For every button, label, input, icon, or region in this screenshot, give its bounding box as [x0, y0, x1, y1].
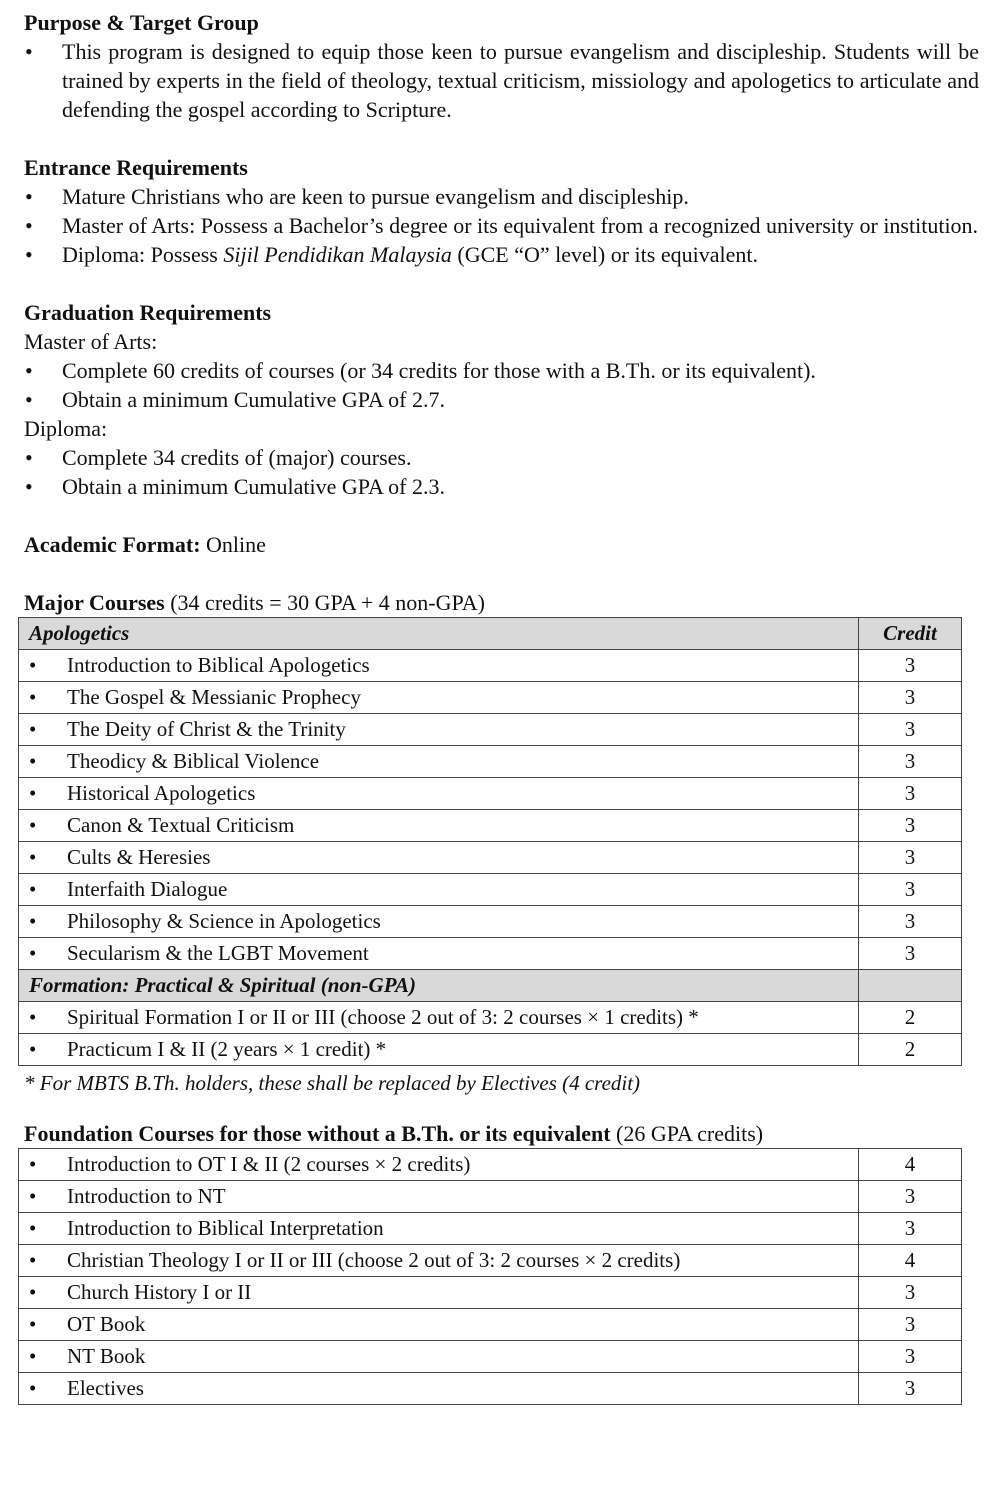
- course-credit: 3: [859, 1277, 962, 1309]
- graduation-text: Obtain a minimum Cumulative GPA of 2.3.: [62, 474, 445, 499]
- list-item: [24, 472, 979, 501]
- table-row: [19, 1341, 962, 1373]
- major-subtitle: (34 credits = 30 GPA + 4 non-GPA): [164, 590, 485, 615]
- list-item: [24, 443, 979, 472]
- course-credit: 3: [859, 1373, 962, 1405]
- bullet-icon: •: [25, 39, 33, 64]
- table-row: [19, 682, 962, 714]
- foundation-courses-title: [24, 1119, 979, 1148]
- table-row: [19, 714, 962, 746]
- course-name: [19, 1373, 859, 1405]
- major-courses-title: [24, 588, 979, 617]
- course-name: [19, 746, 859, 778]
- bullet-icon: •: [29, 749, 37, 773]
- course-name-text: Introduction to NT: [67, 1184, 226, 1208]
- footnote: * For MBTS B.Th. holders, these shall be replaced by Electives (4 credit): [24, 1071, 641, 1095]
- foundation-subtitle: (26 GPA credits): [610, 1121, 764, 1146]
- course-name: [19, 714, 859, 746]
- spm-italic: Sijil Pendidikan Malaysia: [223, 242, 452, 267]
- course-credit: 3: [859, 1181, 962, 1213]
- course-credit: 3: [859, 714, 962, 746]
- bullet-icon: •: [25, 213, 33, 238]
- bullet-icon: •: [29, 1376, 37, 1400]
- course-credit: 3: [859, 842, 962, 874]
- major-title: Major Courses: [24, 590, 165, 615]
- bullet-icon: •: [25, 445, 33, 470]
- course-credit: 3: [859, 746, 962, 778]
- formation-header-row: [19, 970, 962, 1002]
- course-credit: 4: [859, 1149, 962, 1181]
- list-item: [24, 356, 979, 385]
- course-name: [19, 938, 859, 970]
- table-header-row: [19, 618, 962, 650]
- credit-header: Credit: [859, 618, 962, 650]
- graduation-text: Complete 60 credits of courses (or 34 credits for those with a B.Th. or its equivalent).: [62, 358, 816, 383]
- entrance-heading: Entrance Requirements: [24, 155, 248, 180]
- course-credit: 3: [859, 874, 962, 906]
- purpose-text: This program is designed to equip those keen to pursue evangelism and discipleship. Students will be trained by experts in the field of theology, textual criticism, missiology and apologetics to articulate and defending the gospel according to Scripture.: [62, 39, 979, 122]
- table-row: [19, 1002, 962, 1034]
- graduation-text: Obtain a minimum Cumulative GPA of 2.7.: [62, 387, 445, 412]
- formation-header-credit: [859, 970, 962, 1002]
- course-name-text: Cults & Heresies: [67, 845, 211, 869]
- course-name-text: Philosophy & Science in Apologetics: [67, 909, 381, 933]
- bullet-icon: •: [29, 877, 37, 901]
- format-value: Online: [200, 532, 266, 557]
- course-name: [19, 682, 859, 714]
- course-name-text: Theodicy & Biblical Violence: [67, 749, 320, 773]
- table-row: [19, 1309, 962, 1341]
- course-credit: 3: [859, 1341, 962, 1373]
- table-row: [19, 938, 962, 970]
- course-credit: 3: [859, 1309, 962, 1341]
- purpose-list: [24, 37, 979, 124]
- bullet-icon: •: [29, 1037, 37, 1061]
- course-name-text: Canon & Textual Criticism: [67, 813, 295, 837]
- bullet-icon: •: [25, 242, 33, 267]
- bullet-icon: •: [29, 909, 37, 933]
- academic-format: [24, 530, 979, 559]
- course-name-text: Introduction to Biblical Apologetics: [67, 653, 370, 677]
- course-name: [19, 1149, 859, 1181]
- course-name: [19, 1002, 859, 1034]
- course-name-text: Christian Theology I or II or III (choose 2 out of 3: 2 courses × 2 credits): [67, 1248, 681, 1272]
- course-name: [19, 1245, 859, 1277]
- table-row: [19, 1245, 962, 1277]
- bullet-icon: •: [29, 1005, 37, 1029]
- course-name: [19, 1309, 859, 1341]
- list-item: [24, 385, 979, 414]
- course-name-text: Church History I or II: [67, 1280, 252, 1304]
- bullet-icon: •: [29, 1344, 37, 1368]
- course-credit: 2: [859, 1002, 962, 1034]
- list-item: [24, 182, 979, 211]
- bullet-icon: •: [29, 717, 37, 741]
- table-row: [19, 746, 962, 778]
- course-name: [19, 842, 859, 874]
- course-name: [19, 1034, 859, 1066]
- table-row: [19, 1149, 962, 1181]
- course-name-text: The Deity of Christ & the Trinity: [67, 717, 346, 741]
- purpose-heading: Purpose & Target Group: [24, 10, 259, 35]
- table-row: [19, 1034, 962, 1066]
- document-page: [24, 8, 979, 1405]
- graduation-heading: Graduation Requirements: [24, 300, 272, 325]
- course-credit: 2: [859, 1034, 962, 1066]
- ma-label: Master of Arts:: [24, 329, 158, 354]
- bullet-icon: •: [25, 387, 33, 412]
- bullet-icon: •: [29, 1184, 37, 1208]
- course-name: [19, 906, 859, 938]
- table-row: [19, 1181, 962, 1213]
- course-name-text: OT Book: [67, 1312, 146, 1336]
- course-name: [19, 1213, 859, 1245]
- course-name-text: The Gospel & Messianic Prophecy: [67, 685, 361, 709]
- list-item: [24, 211, 979, 240]
- bullet-icon: •: [29, 1248, 37, 1272]
- course-name: [19, 810, 859, 842]
- entrance-text: (GCE “O” level) or its equivalent.: [451, 242, 758, 267]
- course-name: [19, 778, 859, 810]
- bullet-icon: •: [29, 653, 37, 677]
- diploma-label: Diploma:: [24, 416, 108, 441]
- course-credit: 3: [859, 778, 962, 810]
- bullet-icon: •: [29, 1216, 37, 1240]
- formation-header: Formation: Practical & Spiritual (non-GPA): [19, 970, 859, 1002]
- table-row: [19, 778, 962, 810]
- entrance-list: [24, 182, 979, 269]
- foundation-title: Foundation Courses for those without a B.Th. or its equivalent: [24, 1121, 611, 1146]
- format-label: Academic Format:: [24, 532, 201, 557]
- course-name-text: Electives: [67, 1376, 144, 1400]
- list-item: [24, 240, 979, 269]
- course-name-text: Introduction to Biblical Interpretation: [67, 1216, 384, 1240]
- graduation-text: Complete 34 credits of (major) courses.: [62, 445, 412, 470]
- course-credit: 3: [859, 650, 962, 682]
- table-row: [19, 906, 962, 938]
- bullet-icon: •: [25, 358, 33, 383]
- course-credit: 3: [859, 810, 962, 842]
- table-row: [19, 1213, 962, 1245]
- table-row: [19, 1373, 962, 1405]
- course-name-text: Introduction to OT I & II (2 courses × 2 credits): [67, 1152, 471, 1176]
- ma-list: [24, 356, 979, 414]
- bullet-icon: •: [29, 1152, 37, 1176]
- course-name-text: Secularism & the LGBT Movement: [67, 941, 369, 965]
- course-name: [19, 1277, 859, 1309]
- table-row: [19, 842, 962, 874]
- bullet-icon: •: [29, 781, 37, 805]
- entrance-text: Master of Arts: Possess a Bachelor’s degree or its equivalent from a recognized university or institution.: [62, 213, 979, 238]
- table-row: [19, 650, 962, 682]
- course-name-text: Interfaith Dialogue: [67, 877, 228, 901]
- bullet-icon: •: [29, 845, 37, 869]
- bullet-icon: •: [29, 1280, 37, 1304]
- course-name: [19, 650, 859, 682]
- bullet-icon: •: [29, 1312, 37, 1336]
- bullet-icon: •: [25, 474, 33, 499]
- table-row: [19, 874, 962, 906]
- course-name: [19, 1341, 859, 1373]
- course-credit: 3: [859, 1213, 962, 1245]
- entrance-text: Mature Christians who are keen to pursue evangelism and discipleship.: [62, 184, 689, 209]
- course-name: [19, 1181, 859, 1213]
- bullet-icon: •: [29, 813, 37, 837]
- course-name: [19, 874, 859, 906]
- major-courses-table: [18, 617, 962, 1066]
- bullet-icon: •: [25, 184, 33, 209]
- course-credit: 3: [859, 906, 962, 938]
- bullet-icon: •: [29, 685, 37, 709]
- course-credit: 4: [859, 1245, 962, 1277]
- course-name-text: Spiritual Formation I or II or III (choose 2 out of 3: 2 courses × 1 credits) *: [67, 1005, 699, 1029]
- course-name-text: NT Book: [67, 1344, 146, 1368]
- entrance-text: Diploma: Possess: [62, 242, 224, 267]
- apologetics-header: Apologetics: [19, 618, 859, 650]
- table-row: [19, 810, 962, 842]
- table-row: [19, 1277, 962, 1309]
- diploma-list: [24, 443, 979, 501]
- course-name-text: Practicum I & II (2 years × 1 credit) *: [67, 1037, 387, 1061]
- list-item: [24, 37, 979, 124]
- course-name-text: Historical Apologetics: [67, 781, 256, 805]
- course-credit: 3: [859, 938, 962, 970]
- foundation-courses-table: [18, 1148, 962, 1405]
- bullet-icon: •: [29, 941, 37, 965]
- course-credit: 3: [859, 682, 962, 714]
